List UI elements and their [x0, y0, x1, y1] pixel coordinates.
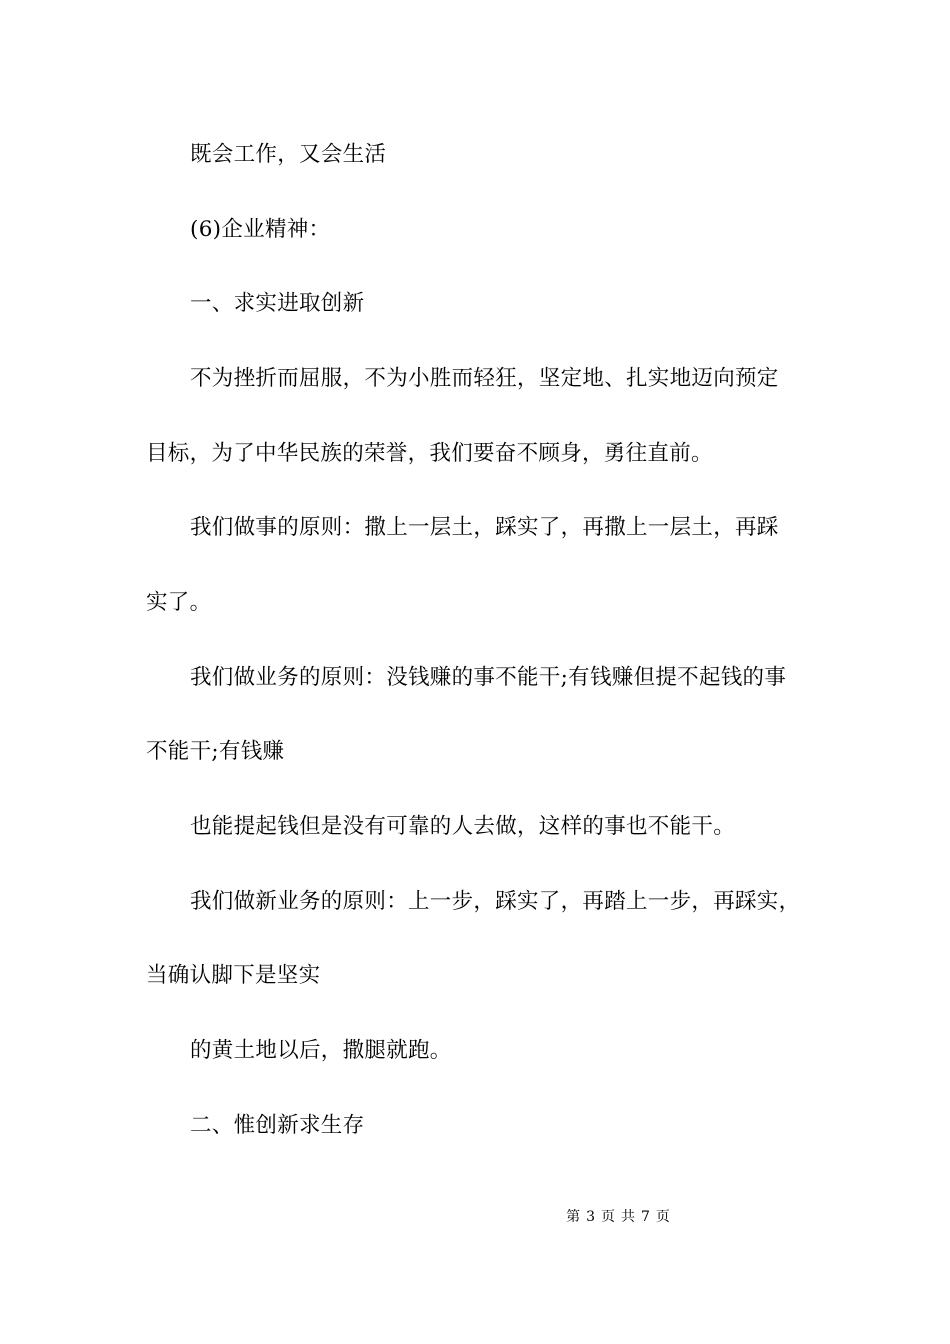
paragraph-line: (6)企业精神：: [190, 217, 331, 242]
section-heading: 二、惟创新求生存: [190, 1113, 365, 1138]
paragraph-line: 当确认脚下是坚实: [146, 963, 321, 988]
footer-total-prefix: 共: [621, 1209, 635, 1225]
footer-page-unit: 页: [601, 1209, 615, 1225]
paragraph-line: 目标，为了中华民族的荣誉，我们要奋不顾身，勇往直前。: [146, 441, 713, 466]
paragraph-line: 不能干;有钱赚: [146, 739, 285, 764]
paragraph-line: 既会工作，又会生活: [190, 142, 387, 167]
footer-total-unit: 页: [655, 1209, 670, 1225]
paragraph-line: 我们做业务的原则：没钱赚的事不能干;有钱赚但提不起钱的事: [190, 665, 787, 690]
paragraph-line: 不为挫折而屈服，不为小胜而轻狂，坚定地、扎实地迈向预定: [190, 366, 779, 391]
page-footer: [0, 1208, 950, 1226]
paragraph-line: 我们做新业务的原则：上一步，踩实了，再踏上一步，再踩实，: [190, 889, 801, 914]
section-heading: 一、求实进取创新: [190, 291, 365, 316]
paragraph-line: 的黄土地以后，撒腿就跑。: [190, 1038, 452, 1063]
footer-current-page: 3: [586, 1209, 595, 1225]
paragraph-line: 实了。: [146, 590, 212, 615]
footer-total-pages: 7: [641, 1209, 650, 1225]
footer-prefix: 第: [566, 1209, 581, 1225]
paragraph-line: 也能提起钱但是没有可靠的人去做，这样的事也不能干。: [190, 814, 736, 839]
paragraph-line: 我们做事的原则：撒上一层土，踩实了，再撒上一层土，再踩: [190, 515, 779, 540]
